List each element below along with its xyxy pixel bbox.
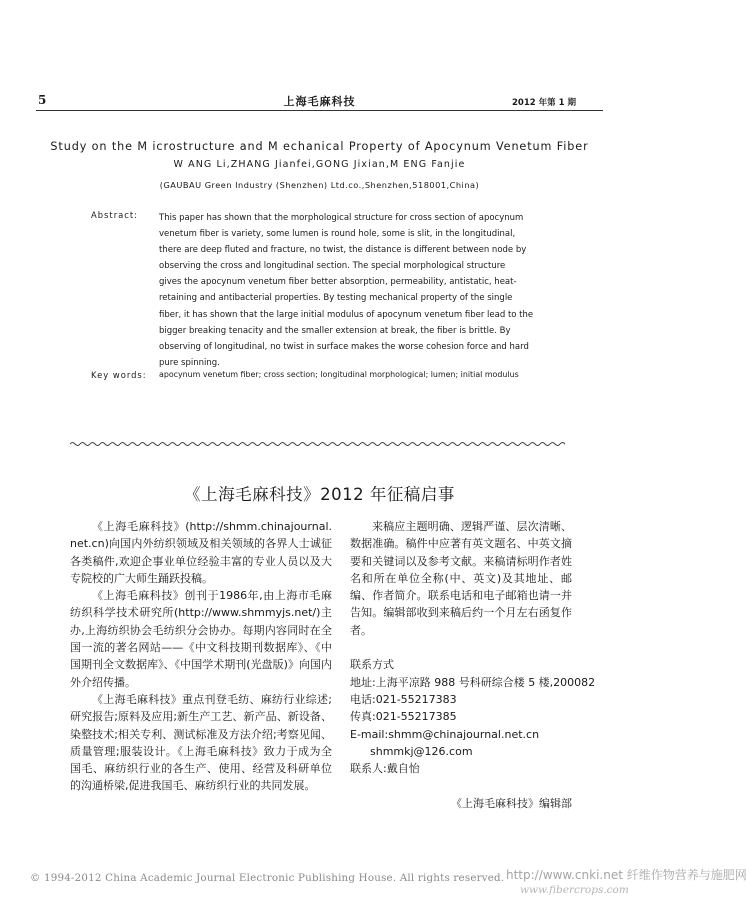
abstract-line: venetum fiber is variety, some lumen is round hole, some is slit, in the longitudinal, (159, 229, 516, 240)
abstract-line: there are deep fluted and fracture, no twist, the distance is different between node by (159, 245, 527, 256)
notice-paragraph: 《上海毛麻科技》创刊于1986年,由上海市毛麻纺织科学技术研究所(http://www.shmmyjs.net/)主办,上海纺织协会毛纺织分会协办。每期内容同时在全国一流的著名网站——《中文科技期刊数据库》、《中国期刊全文数据库》、《中国学术期刊(光盘版)》向国内外介绍传播。 (70, 589, 332, 689)
wavy-divider (70, 441, 565, 447)
watermark-text: http://www.cnki.net 纤维作物营养与施肥网 (506, 868, 747, 882)
article-affiliation: (GAUBAU Green Industry (Shenzhen) Ltd.co.,Shenzhen,518001,China) (159, 180, 480, 190)
abstract-line: bigger breaking tenacity and the smaller extension at break, the fiber is brittle. By (159, 325, 511, 336)
abstract-line: fiber, it has shown that the large initial modulus of apocynum venetum fiber lead to the (159, 309, 534, 320)
page-number: 5 (38, 93, 47, 107)
contact-person: 联系人:戴自怡 (350, 762, 420, 776)
contact-fax: 传真:021-55217385 (350, 710, 457, 724)
notice-right-column (350, 518, 596, 812)
article-authors: W ANG Li,ZHANG Jianfei,GONG Jixian,M ENG Fanjie (173, 159, 466, 170)
abstract-line: This paper has shown that the morphological structure for cross section of apocynum (159, 213, 524, 223)
notice-paragraph: 《上海毛麻科技》(http://shmm.chinajournal.net.cn)向国内外纺织领域及相关领域的各界人士诚征各类稿件,欢迎企事业单位经验丰富的专业人员以及大专院校的广大师生踊跃投稿。 (70, 520, 332, 585)
keywords-label: Key words: (91, 370, 147, 380)
keywords-text: apocynum venetum fiber; cross section; longitudinal morphological; lumen; initial modulus (159, 370, 519, 379)
abstract-line: observing the cross and longitudinal section. The special morphological structure (159, 261, 506, 272)
header-rule (36, 110, 603, 111)
watermark-url: www.fibercrops.com (520, 884, 629, 896)
contact-email: E-mail:shmm@chinajournal.net.cn (350, 727, 540, 741)
contact-heading: 联系方式 (350, 658, 394, 672)
copyright-notice: © 1994-2012 China Academic Journal Electronic Publishing House. All rights reserved. (30, 872, 505, 884)
contact-phone: 电话:021-55217383 (350, 692, 457, 706)
abstract-line: retaining and antibacterial properties. By testing mechanical property of the single (159, 293, 513, 304)
abstract-line: pure spinning. (159, 357, 220, 368)
issue-label: 2012 年第 1 期 (512, 98, 576, 108)
abstract-body (159, 210, 561, 371)
abstract-line: observing of longitudinal, no twist in surface makes the worse cohesion force and hard (159, 341, 529, 352)
contact-address: 地址:上海平凉路 988 号科研综合楼 5 楼,200082 (350, 675, 596, 689)
abstract-label: Abstract: (91, 210, 138, 220)
article-title: Study on the M icrostructure and M echanical Property of Apocynum Venetum Fiber (50, 140, 589, 153)
contact-email-secondary: shmmkj@126.com (370, 744, 473, 758)
abstract-line: gives the apocynum venetum fiber better absorption, permeability, antistatic, heat- (159, 277, 517, 288)
notice-paragraph: 来稿应主题明确、逻辑严谨、层次清晰、数据准确。稿件中应著有英文题名、中英文摘要和关键词以及参考文献。来稿请标明作者姓名和所在单位全称(中、英文)及其地址、邮编、作者简介。联系电话和电子邮箱也请一并告知。编辑部收到来稿后约一个月左右函复作者。 (350, 520, 572, 637)
running-header-title: 上海毛麻科技 (283, 95, 356, 108)
notice-left-column (70, 518, 332, 795)
notice-paragraph: 《上海毛麻科技》重点刊登毛纺、麻纺行业综述;研究报告;原料及应用;新生产工艺、新产品、新设备、染整技术;相关专利、测试标准及方法介绍;考察见闻、质量管理;服装设计。《上海毛麻科技》致力于成为全国毛、麻纺织行业的各生产、使用、经营及科研单位的沟通桥梁,促进我国毛、麻纺织行业的共同发展。 (70, 692, 332, 793)
notice-title: 《上海毛麻科技》2012 年征稿启事 (184, 485, 455, 504)
editorial-office: 《上海毛麻科技》编辑部 (451, 796, 572, 810)
